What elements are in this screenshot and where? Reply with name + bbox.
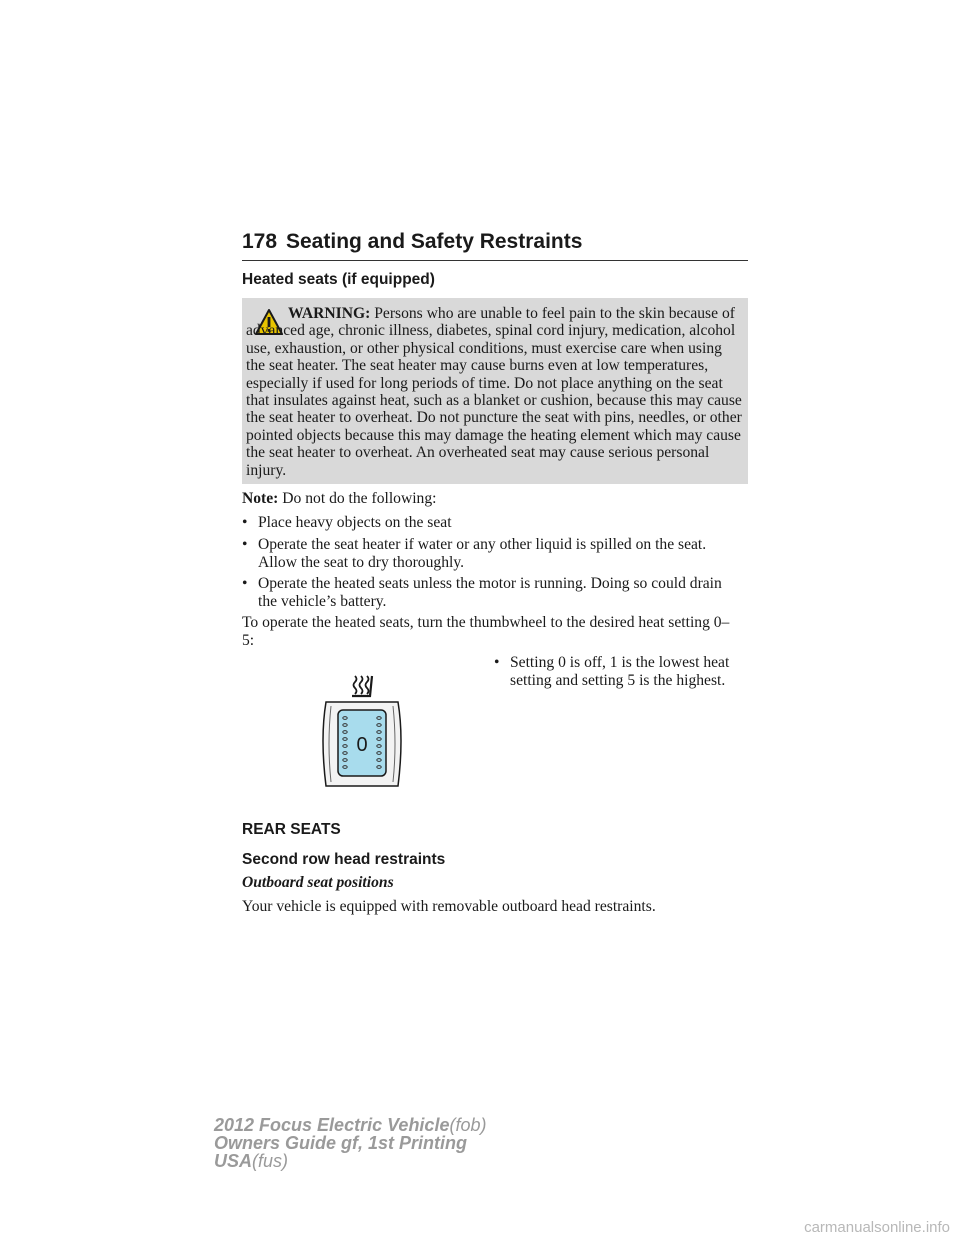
setting-description: Setting 0 is off, 1 is the lowest heat setting and setting 5 is the highest.: [510, 654, 730, 689]
warning-body: Persons who are unable to feel pain to the skin because of advanced age, chronic illness, diabetes, spinal cord injury, medication, alcohol use, exhaustion, or other physical conditions, must exercise care when using the seat heater. The seat heater may cause burns even at low temperatures, especially if used for long periods of time. Do not place anything on the seat that insulates against heat, such as a blanket or cushion, because this may cause the seat heater to overheat. Do not puncture the seat with pins, needles, or other pointed objects because this may damage the heating element which may cause the seat heater to overheat. An overheated seat may cause serious personal injury.: [246, 305, 742, 479]
note-text: Do not do the following:: [282, 490, 437, 507]
watermark: carmanualsonline.info: [804, 1219, 950, 1236]
footer-model: 2012 Focus Electric Vehicle: [214, 1115, 450, 1135]
head-restraints-heading: Second row head restraints: [242, 851, 446, 868]
bullet-icon: •: [242, 536, 248, 553]
footer-market: USA: [214, 1151, 253, 1171]
warning-text: [246, 305, 742, 479]
bullet-icon: •: [494, 654, 500, 671]
list-item-text: Place heavy objects on the seat: [258, 514, 452, 531]
page-number: 178: [242, 230, 278, 253]
warning-label: WARNING:: [288, 305, 371, 322]
note-label: Note:: [242, 490, 279, 507]
page-header: [242, 228, 748, 264]
seat-heater-illustration: [318, 668, 406, 792]
outboard-positions-heading: Outboard seat positions: [242, 874, 394, 891]
footer-guide: Owners Guide gf, 1st Printing: [214, 1133, 468, 1153]
document-footer: [214, 1116, 486, 1170]
heated-seats-heading: Heated seats (if equipped): [242, 271, 435, 288]
list-item-text: Operate the heated seats unless the motor is running. Doing so could drain the vehicle’s battery.: [258, 575, 722, 610]
bullet-icon: •: [242, 575, 248, 592]
seat-heater-icon: [352, 676, 372, 696]
note: [242, 490, 436, 508]
thumbwheel-value: 0: [356, 734, 368, 756]
footer-market-code: (fus): [252, 1151, 289, 1171]
rear-seats-heading: REAR SEATS: [242, 821, 341, 838]
list-item-text: Operate the seat heater if water or any other liquid is spilled on the seat. Allow the seat to dry thoroughly.: [258, 536, 707, 571]
footer-model-code: (fob): [449, 1115, 487, 1135]
bullet-icon: •: [242, 514, 248, 531]
section-title: Seating and Safety Restraints: [286, 230, 583, 253]
warning-box: [242, 298, 748, 484]
operate-paragraph: To operate the heated seats, turn the thumbwheel to the desired heat setting 0–5:: [242, 614, 730, 649]
header-divider: [242, 260, 748, 261]
rear-seats-text: Your vehicle is equipped with removable outboard head restraints.: [242, 898, 656, 915]
